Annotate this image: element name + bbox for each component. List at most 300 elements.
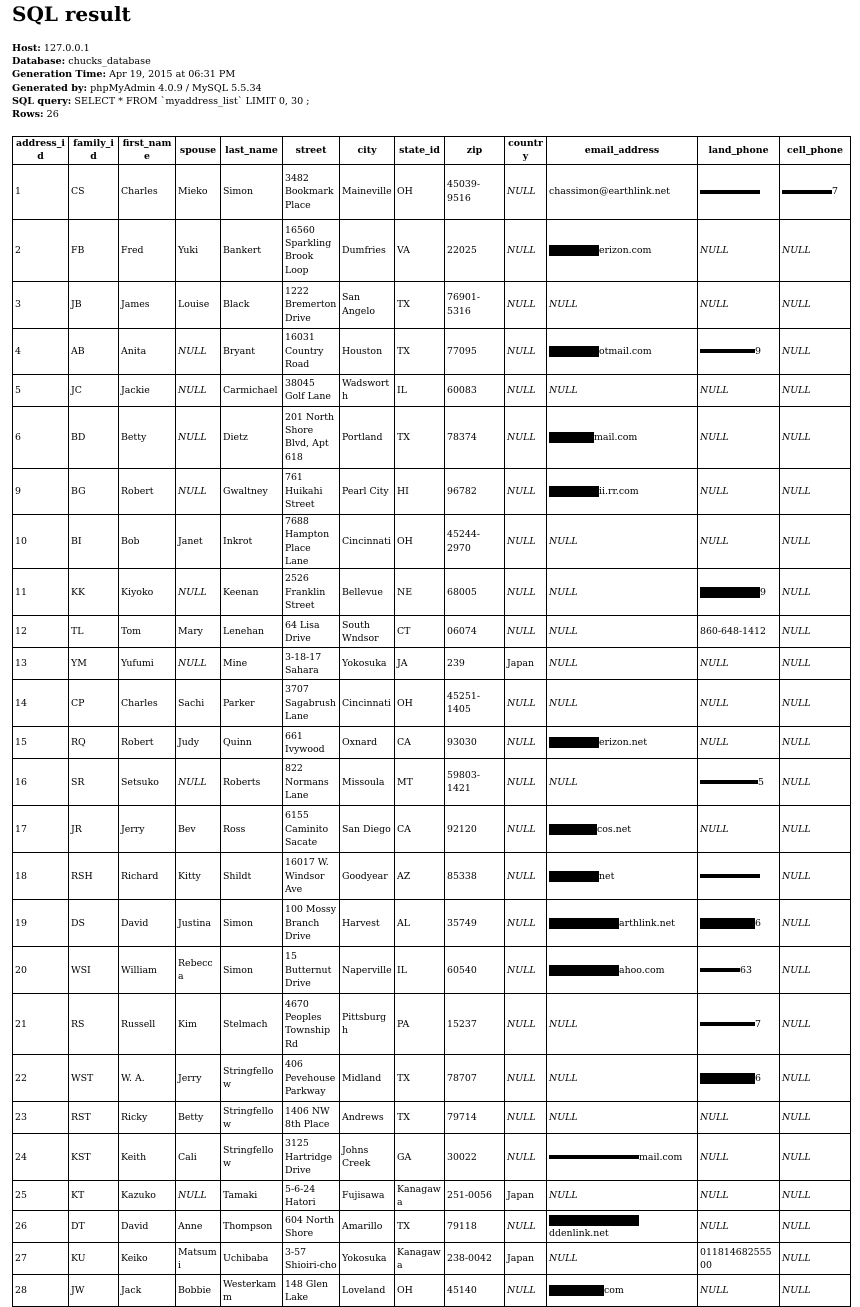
cell-text: Kim <box>178 1018 197 1030</box>
cell-land-phone <box>698 727 780 759</box>
cell-cell-phone <box>780 947 851 994</box>
sql-result-table <box>12 136 851 1307</box>
cell-text: NULL <box>507 1018 536 1030</box>
cell-email-address <box>547 569 698 616</box>
cell-text: TL <box>71 626 84 638</box>
cell-zip <box>445 1243 505 1275</box>
cell-text: Justina <box>178 917 212 929</box>
cell-state-id <box>395 759 445 806</box>
cell-text: 16017 W. Windsor Ave <box>285 857 329 896</box>
cell-email-address <box>547 853 698 900</box>
cell-state-id <box>395 468 445 514</box>
cell-text: Charles <box>121 697 158 709</box>
cell-text: Westerkamm <box>223 1278 277 1303</box>
cell-street <box>283 806 340 853</box>
cell-zip <box>445 569 505 616</box>
cell-spouse <box>176 994 221 1055</box>
cell-street <box>283 1055 340 1102</box>
cell-first-name <box>119 374 176 406</box>
meta-value: Apr 19, 2015 at 06:31 PM <box>109 69 236 81</box>
cell-text: Betty <box>121 431 147 443</box>
cell-street <box>283 680 340 727</box>
cell-text: Jerry <box>178 1072 202 1084</box>
cell-city <box>340 947 395 994</box>
cell-text: Jerry <box>121 823 145 835</box>
table-row <box>13 374 851 406</box>
cell-email-address <box>547 514 698 569</box>
column-header-street: street <box>283 137 340 165</box>
cell-text: NE <box>397 586 413 598</box>
cell-text: Carmichael <box>223 384 278 396</box>
cell-state-id <box>395 374 445 406</box>
cell-text: 100 Mossy Branch Drive <box>285 904 337 943</box>
cell-text: NULL <box>507 384 536 396</box>
meta-value: SELECT * FROM `myaddress_list` LIMIT 0, 30 ; <box>74 95 310 107</box>
cell-text: FB <box>71 244 85 256</box>
cell-text: Russell <box>121 1018 156 1030</box>
cell-text: CA <box>397 823 411 835</box>
cell-text: NULL <box>782 1285 811 1297</box>
cell-text: YM <box>71 658 87 670</box>
cell-text: CA <box>397 737 411 749</box>
cell-text: HI <box>397 485 409 497</box>
cell-text: Simon <box>223 186 253 198</box>
cell-street <box>283 1211 340 1243</box>
cell-first-name <box>119 406 176 468</box>
cell-spouse <box>176 219 221 281</box>
cell-country <box>505 727 547 759</box>
redaction-bar <box>549 346 599 357</box>
cell-city <box>340 468 395 514</box>
cell-text: Robert <box>121 485 154 497</box>
cell-last-name <box>221 406 283 468</box>
cell-street <box>283 994 340 1055</box>
cell-text: SR <box>71 776 85 788</box>
cell-email-address <box>547 281 698 328</box>
cell-text: ahoo.com <box>619 964 665 976</box>
table-row <box>13 219 851 281</box>
cell-text: Janet <box>178 535 203 547</box>
cell-family-id <box>69 853 119 900</box>
cell-text: 15 Butternut Drive <box>285 951 332 990</box>
table-row <box>13 853 851 900</box>
cell-text: NULL <box>700 697 729 709</box>
cell-last-name <box>221 853 283 900</box>
cell-text: TX <box>397 299 410 311</box>
redaction-bar <box>549 871 599 882</box>
cell-country <box>505 1055 547 1102</box>
cell-text: 92120 <box>447 823 477 835</box>
redaction-bar <box>549 918 619 929</box>
cell-text: Maineville <box>342 186 392 198</box>
cell-zip <box>445 1055 505 1102</box>
cell-text: NULL <box>782 917 811 929</box>
cell-land-phone <box>698 616 780 648</box>
cell-address-id <box>13 468 69 514</box>
cell-text: 7688 Hampton Place Lane <box>285 515 330 568</box>
table-row <box>13 281 851 328</box>
cell-text: 3-57 Shioiri-cho <box>285 1246 337 1271</box>
cell-city <box>340 1134 395 1181</box>
cell-text: Inkrot <box>223 535 253 547</box>
cell-email-address <box>547 1055 698 1102</box>
cell-street <box>283 759 340 806</box>
meta-line <box>12 82 310 95</box>
cell-cell-phone <box>780 468 851 514</box>
cell-cell-phone <box>780 853 851 900</box>
column-header-land-phone: land_phone <box>698 137 780 165</box>
cell-state-id <box>395 1055 445 1102</box>
cell-text: 19 <box>15 917 27 929</box>
cell-text: RS <box>71 1018 85 1030</box>
cell-text: 1 <box>15 186 21 198</box>
cell-state-id <box>395 616 445 648</box>
cell-cell-phone <box>780 616 851 648</box>
cell-text: NULL <box>507 1072 536 1084</box>
cell-zip <box>445 1211 505 1243</box>
column-header-last-name: last_name <box>221 137 283 165</box>
cell-text: Naperville <box>342 964 392 976</box>
table-row <box>13 514 851 569</box>
cell-state-id <box>395 514 445 569</box>
cell-address-id <box>13 1211 69 1243</box>
meta-label: Generated by: <box>12 82 88 94</box>
redaction-bar <box>549 737 599 748</box>
cell-text: NULL <box>700 299 729 311</box>
cell-text: Fred <box>121 244 144 256</box>
cell-first-name <box>119 616 176 648</box>
cell-cell-phone <box>780 281 851 328</box>
cell-text: David <box>121 917 149 929</box>
cell-text: CP <box>71 697 85 709</box>
cell-text: 60083 <box>447 384 477 396</box>
cell-text: NULL <box>782 345 811 357</box>
meta-value: 26 <box>46 109 59 121</box>
table-row <box>13 806 851 853</box>
cell-land-phone <box>698 164 780 219</box>
cell-land-phone <box>698 219 780 281</box>
cell-family-id <box>69 406 119 468</box>
cell-land-phone <box>698 1102 780 1134</box>
cell-text: San Angelo <box>342 292 376 317</box>
cell-street <box>283 1243 340 1275</box>
cell-text: 78707 <box>447 1072 477 1084</box>
cell-last-name <box>221 1102 283 1134</box>
cell-text: Kitty <box>178 870 201 882</box>
cell-last-name <box>221 514 283 569</box>
cell-text: 5 <box>15 384 21 396</box>
cell-text: Jack <box>121 1285 142 1297</box>
cell-first-name <box>119 468 176 514</box>
cell-text: Parker <box>223 697 255 709</box>
cell-last-name <box>221 1181 283 1211</box>
cell-text: 9 <box>760 586 766 598</box>
cell-text: DS <box>71 917 85 929</box>
cell-text: Bankert <box>223 244 261 256</box>
cell-text: Setsuko <box>121 776 159 788</box>
cell-text: NULL <box>782 697 811 709</box>
cell-text: 14 <box>15 697 27 709</box>
cell-zip <box>445 406 505 468</box>
cell-text: 60540 <box>447 964 477 976</box>
cell-text: 1222 Bremerton Drive <box>285 285 337 324</box>
cell-email-address <box>547 759 698 806</box>
cell-text: 20 <box>15 964 27 976</box>
cell-text: NULL <box>782 1072 811 1084</box>
cell-email-address <box>547 947 698 994</box>
cell-email-address <box>547 1102 698 1134</box>
cell-zip <box>445 806 505 853</box>
meta-label: SQL query: <box>12 95 72 107</box>
cell-country <box>505 806 547 853</box>
meta-label: Database: <box>12 56 66 68</box>
cell-family-id <box>69 164 119 219</box>
cell-text: 239 <box>447 658 465 670</box>
meta-line <box>12 108 310 121</box>
cell-zip <box>445 1102 505 1134</box>
cell-text: KU <box>71 1253 86 1265</box>
cell-spouse <box>176 374 221 406</box>
cell-text: Ross <box>223 823 246 835</box>
cell-text: NULL <box>507 1112 536 1124</box>
cell-spouse <box>176 806 221 853</box>
cell-text: NULL <box>507 823 536 835</box>
cell-text: 13 <box>15 658 27 670</box>
cell-spouse <box>176 947 221 994</box>
cell-zip <box>445 947 505 994</box>
cell-spouse <box>176 468 221 514</box>
cell-text: NULL <box>178 345 207 357</box>
redaction-bar <box>782 190 832 194</box>
cell-zip <box>445 374 505 406</box>
column-header-zip: zip <box>445 137 505 165</box>
cell-street <box>283 514 340 569</box>
cell-text: Cincinnati <box>342 697 391 709</box>
cell-text: Stelmach <box>223 1018 268 1030</box>
cell-street <box>283 1181 340 1211</box>
cell-email-address <box>547 616 698 648</box>
redaction-bar <box>549 432 594 443</box>
cell-spouse <box>176 759 221 806</box>
cell-cell-phone <box>780 994 851 1055</box>
cell-text: NULL <box>782 485 811 497</box>
cell-text: Betty <box>178 1112 204 1124</box>
cell-text: 3125 Hartridge Drive <box>285 1138 333 1177</box>
cell-text: NULL <box>549 1018 578 1030</box>
cell-street <box>283 1102 340 1134</box>
redaction-bar <box>549 1155 639 1159</box>
cell-text: chassimon@earthlink.net <box>549 186 670 198</box>
cell-city <box>340 514 395 569</box>
cell-text: Mine <box>223 658 248 670</box>
table-row <box>13 994 851 1055</box>
cell-text: NULL <box>507 299 536 311</box>
cell-land-phone <box>698 468 780 514</box>
cell-text: NULL <box>700 535 729 547</box>
cell-text: KK <box>71 586 86 598</box>
cell-text: AZ <box>397 870 411 882</box>
cell-country <box>505 328 547 374</box>
cell-text: mail.com <box>639 1151 683 1163</box>
cell-text: Keenan <box>223 586 259 598</box>
cell-street <box>283 328 340 374</box>
cell-country <box>505 569 547 616</box>
cell-email-address <box>547 374 698 406</box>
cell-text: WSI <box>71 964 91 976</box>
cell-text: BI <box>71 535 82 547</box>
cell-text: NULL <box>549 658 578 670</box>
cell-family-id <box>69 616 119 648</box>
cell-text: Andrews <box>342 1112 384 1124</box>
cell-address-id <box>13 219 69 281</box>
cell-cell-phone <box>780 680 851 727</box>
cell-text: NULL <box>507 186 536 198</box>
cell-text: mail.com <box>594 431 638 443</box>
cell-text: Stringfellow <box>223 1105 274 1130</box>
cell-land-phone <box>698 406 780 468</box>
cell-cell-phone <box>780 1055 851 1102</box>
cell-first-name <box>119 1102 176 1134</box>
cell-text: 22025 <box>447 244 477 256</box>
cell-family-id <box>69 1134 119 1181</box>
cell-state-id <box>395 806 445 853</box>
cell-family-id <box>69 374 119 406</box>
cell-text: NULL <box>178 485 207 497</box>
cell-text: 4670 Peoples Township Rd <box>285 998 331 1050</box>
cell-city <box>340 806 395 853</box>
cell-email-address <box>547 164 698 219</box>
cell-text: 12 <box>15 626 27 638</box>
cell-country <box>505 406 547 468</box>
cell-text: Yuki <box>178 244 199 256</box>
cell-first-name <box>119 281 176 328</box>
cell-text: Tom <box>121 626 142 638</box>
cell-email-address <box>547 406 698 468</box>
cell-text: NULL <box>178 658 207 670</box>
cell-text: NULL <box>178 431 207 443</box>
cell-address-id <box>13 1134 69 1181</box>
cell-text: Johns Creek <box>342 1145 371 1170</box>
cell-text: 7 <box>832 186 838 198</box>
redaction-bar <box>549 1215 639 1226</box>
cell-address-id <box>13 727 69 759</box>
cell-text: NULL <box>507 431 536 443</box>
cell-address-id <box>13 994 69 1055</box>
cell-last-name <box>221 569 283 616</box>
cell-text: Black <box>223 299 250 311</box>
cell-text: NULL <box>549 1072 578 1084</box>
cell-zip <box>445 219 505 281</box>
cell-text: GA <box>397 1151 412 1163</box>
cell-state-id <box>395 994 445 1055</box>
cell-text: NULL <box>782 1151 811 1163</box>
cell-text: NULL <box>507 1151 536 1163</box>
cell-text: NULL <box>507 697 536 709</box>
cell-text: 1406 NW 8th Place <box>285 1105 330 1130</box>
cell-text: TX <box>397 345 410 357</box>
cell-email-address <box>547 1181 698 1211</box>
table-row <box>13 727 851 759</box>
cell-text: OH <box>397 186 413 198</box>
cell-text: Loveland <box>342 1285 386 1297</box>
cell-text: NULL <box>507 1285 536 1297</box>
cell-email-address <box>547 648 698 680</box>
cell-land-phone <box>698 328 780 374</box>
cell-text: William <box>121 964 157 976</box>
cell-text: Dietz <box>223 431 248 443</box>
cell-text: 38045 Golf Lane <box>285 377 331 403</box>
cell-text: Kazuko <box>121 1190 156 1202</box>
cell-text: CT <box>397 626 411 638</box>
cell-text: Anita <box>121 345 147 357</box>
table-row <box>13 648 851 680</box>
cell-family-id <box>69 727 119 759</box>
table-body <box>13 164 851 1307</box>
cell-text: NULL <box>782 1253 811 1265</box>
cell-text: Quinn <box>223 737 252 749</box>
cell-country <box>505 374 547 406</box>
cell-land-phone <box>698 900 780 947</box>
cell-text: 17 <box>15 823 27 835</box>
cell-text: 78374 <box>447 431 477 443</box>
meta-line <box>12 55 310 68</box>
cell-zip <box>445 1134 505 1181</box>
cell-text: Wadsworth <box>342 377 390 403</box>
cell-city <box>340 1243 395 1275</box>
cell-country <box>505 1211 547 1243</box>
column-header-city: city <box>340 137 395 165</box>
cell-text: MT <box>397 776 413 788</box>
cell-text: 30022 <box>447 1151 477 1163</box>
cell-first-name <box>119 514 176 569</box>
cell-land-phone <box>698 648 780 680</box>
cell-first-name <box>119 900 176 947</box>
cell-email-address <box>547 900 698 947</box>
cell-text: 45039-9516 <box>447 179 480 204</box>
cell-text: NULL <box>700 1112 729 1124</box>
cell-text: 77095 <box>447 345 477 357</box>
cell-text: NULL <box>507 870 536 882</box>
cell-zip <box>445 648 505 680</box>
table-row <box>13 164 851 219</box>
cell-land-phone <box>698 947 780 994</box>
cell-text: NULL <box>178 384 207 396</box>
cell-text: 10 <box>15 535 27 547</box>
redaction-bar <box>700 780 758 784</box>
cell-text: 251-0056 <box>447 1190 492 1202</box>
cell-address-id <box>13 281 69 328</box>
cell-last-name <box>221 994 283 1055</box>
cell-text: AL <box>397 917 410 929</box>
cell-text: WST <box>71 1072 94 1084</box>
cell-text: 24 <box>15 1151 27 1163</box>
cell-text: 45251-1405 <box>447 691 480 716</box>
cell-text: Gwaltney <box>223 485 268 497</box>
cell-land-phone <box>698 806 780 853</box>
cell-family-id <box>69 514 119 569</box>
cell-zip <box>445 1181 505 1211</box>
cell-first-name <box>119 164 176 219</box>
cell-spouse <box>176 727 221 759</box>
cell-street <box>283 648 340 680</box>
cell-state-id <box>395 569 445 616</box>
cell-spouse <box>176 328 221 374</box>
cell-zip <box>445 328 505 374</box>
cell-spouse <box>176 1211 221 1243</box>
cell-first-name <box>119 759 176 806</box>
meta-label: Rows: <box>12 109 44 121</box>
cell-text: 6155 Caminito Sacate <box>285 810 329 849</box>
